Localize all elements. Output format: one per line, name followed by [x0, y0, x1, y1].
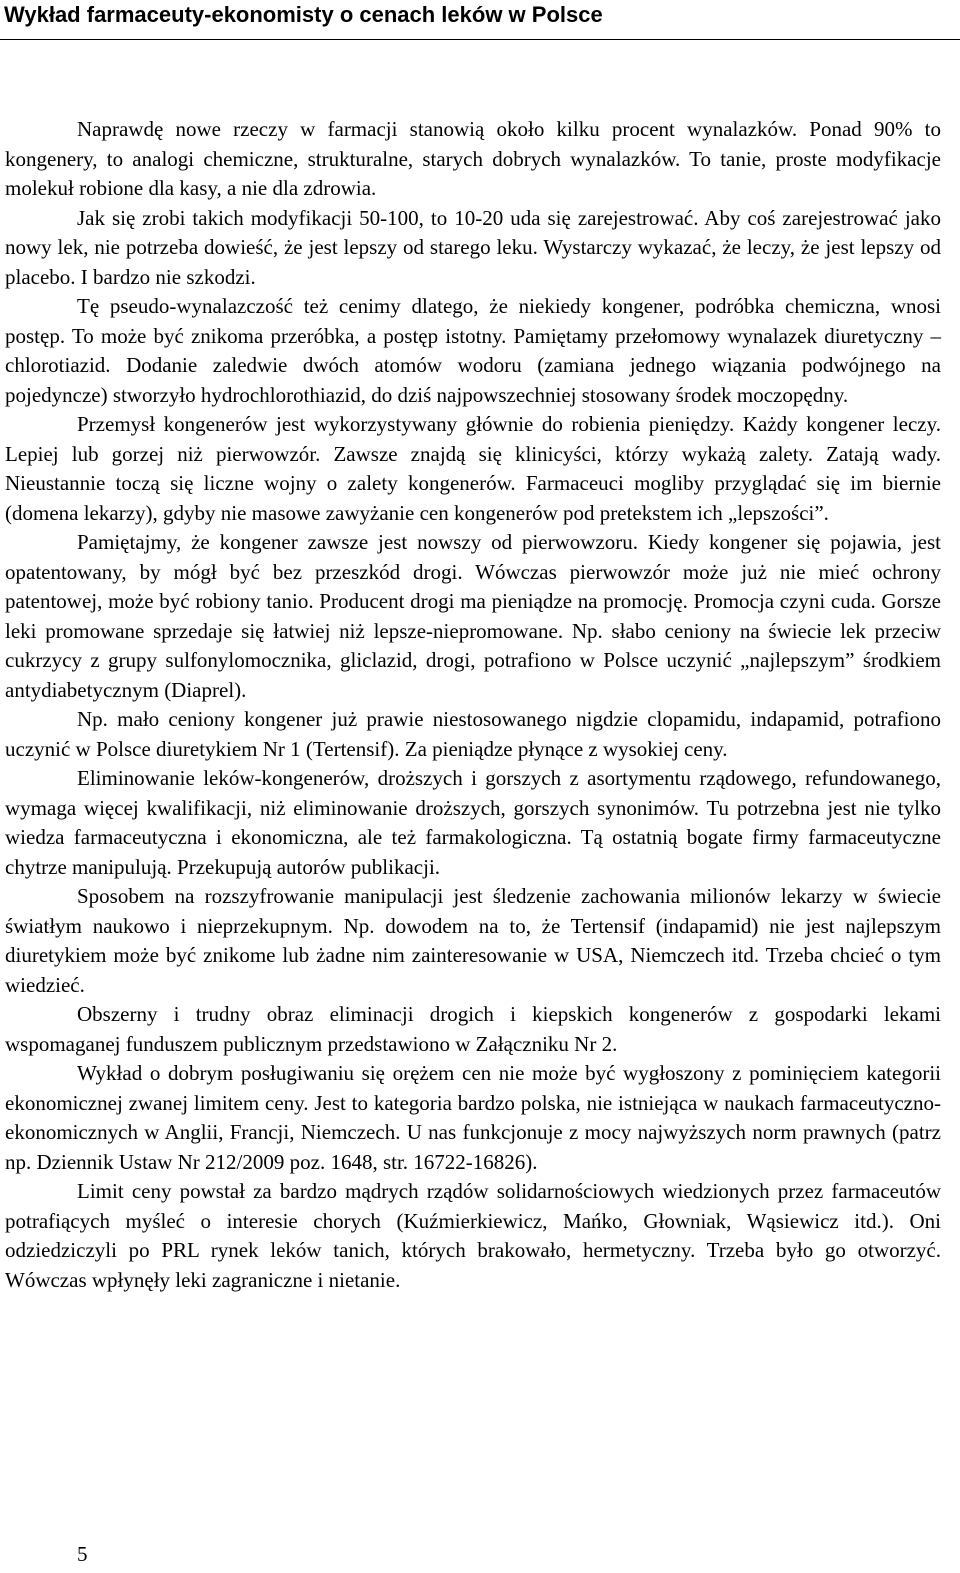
paragraph: Pamiętajmy, że kongener zawsze jest nowszy od pierwowzoru. Kiedy kongener się pojawia, jest opatentowany, by mógł być bez przeszkód drogi. Wówczas pierwowzór może już nie mieć ochrony patentowej, może być robiony tanio. Producent drogi ma pieniądze na promocję. Promocja czyni cuda. Gorsze leki promowane sprzedaje się łatwiej niż lepsze-niepromowane. Np. słabo ceniony na świecie lek przeciw cukrzycy z grupy sulfonylomocznika, gliclazid, drogi, potrafiono w Polsce uczynić „najlepszym” środkiem antydiabetycznym (Diaprel).: [5, 530, 941, 702]
page-number: 5: [77, 1542, 88, 1566]
paragraph: Przemysł kongenerów jest wykorzystywany głównie do robienia pieniędzy. Każdy kongener leczy. Lepiej lub gorzej niż pierwowzór. Zawsze znajdą się klinicyści, którzy wykażą zalety. Zatają wady. Nieustannie toczą się liczne wojny o zalety kongenerów. Farmaceuci mogliby przyglądać się im biernie (domena lekarzy), gdyby nie masowe zawyżanie cen kongenerów pod pretekstem ich „lepszości”.: [5, 412, 941, 525]
paragraph: Obszerny i trudny obraz eliminacji drogich i kiepskich kongenerów z gospodarki lekami wspomaganej funduszem publicznym przedstawiono w Załączniku Nr 2.: [5, 1002, 941, 1056]
paragraph: Jak się zrobi takich modyfikacji 50-100, to 10-20 uda się zarejestrować. Aby coś zarejestrować jako nowy lek, nie potrzeba dowieść, że jest lepszy od starego leku. Wystarczy wykazać, że leczy, że jest lepszy od placebo. I bardzo nie szkodzi.: [5, 205, 941, 289]
running-header: [0, 0, 960, 40]
document-body: [5, 115, 941, 1295]
document-title: Wykład farmaceuty-ekonomisty o cenach leków w Polsce: [4, 2, 603, 27]
paragraph: Sposobem na rozszyfrowanie manipulacji jest śledzenie zachowania milionów lekarzy w świecie światłym naukowo i nieprzekupnym. Np. dowodem na to, że Tertensif (indapamid) nie jest najlepszym diuretykiem może być znikome lub żadne nim zainteresowanie w USA, Niemczech itd. Trzeba chcieć o tym wiedzieć.: [5, 884, 941, 997]
paragraph: Wykład o dobrym posługiwaniu się orężem cen nie może być wygłoszony z pominięciem kategorii ekonomicznej zwanej limitem ceny. Jest to kategoria bardzo polska, nie istniejąca w naukach farmaceutyczno-ekonomicznych w Anglii, Francji, Niemczech. U nas funkcjonuje z mocy najwyższych norm prawnych (patrz np. Dziennik Ustaw Nr 212/2009 poz. 1648, str. 16722-16826).: [5, 1061, 941, 1174]
paragraph: Limit ceny powstał za bardzo mądrych rządów solidarnościowych wiedzionych przez farmaceutów potrafiących myśleć o interesie chorych (Kuźmierkiewicz, Mańko, Głowniak, Wąsiewicz itd.). Oni odziedziczyli po PRL rynek leków tanich, których brakowało, hermetyczny. Trzeba było go otworzyć. Wówczas wpłynęły leki zagraniczne i nietanie.: [5, 1179, 941, 1292]
paragraph: Tę pseudo-wynalazczość też cenimy dlatego, że niekiedy kongener, podróbka chemiczna, wnosi postęp. To może być znikoma przeróbka, a postęp istotny. Pamiętamy przełomowy wynalazek diuretyczny – chlorotiazid. Dodanie zaledwie dwóch atomów wodoru (zamiana jednego wiązania podwójnego na pojedyncze) stworzyło hydrochlorothiazid, do dziś najpowszechniej stosowany środek moczopędny.: [5, 294, 941, 407]
paragraph: Np. mało ceniony kongener już prawie niestosowanego nigdzie clopamidu, indapamid, potrafiono uczynić w Polsce diuretykiem Nr 1 (Tertensif). Za pieniądze płynące z wysokiej ceny.: [5, 707, 941, 761]
paragraph: Naprawdę nowe rzeczy w farmacji stanowią około kilku procent wynalazków. Ponad 90% to kongenery, to analogi chemiczne, strukturalne, starych dobrych wynalazków. To tanie, proste modyfikacje molekuł robione dla kasy, a nie dla zdrowia.: [5, 117, 941, 200]
paragraph: Eliminowanie leków-kongenerów, droższych i gorszych z asortymentu rządowego, refundowanego, wymaga więcej kwalifikacji, niż eliminowanie droższych, gorszych synonimów. Tu potrzebna jest nie tylko wiedza farmaceutyczna i ekonomiczna, ale też farmakologiczna. Tą ostatnią bogate firmy farmaceutyczne chytrze manipulują. Przekupują autorów publikacji.: [5, 766, 941, 879]
